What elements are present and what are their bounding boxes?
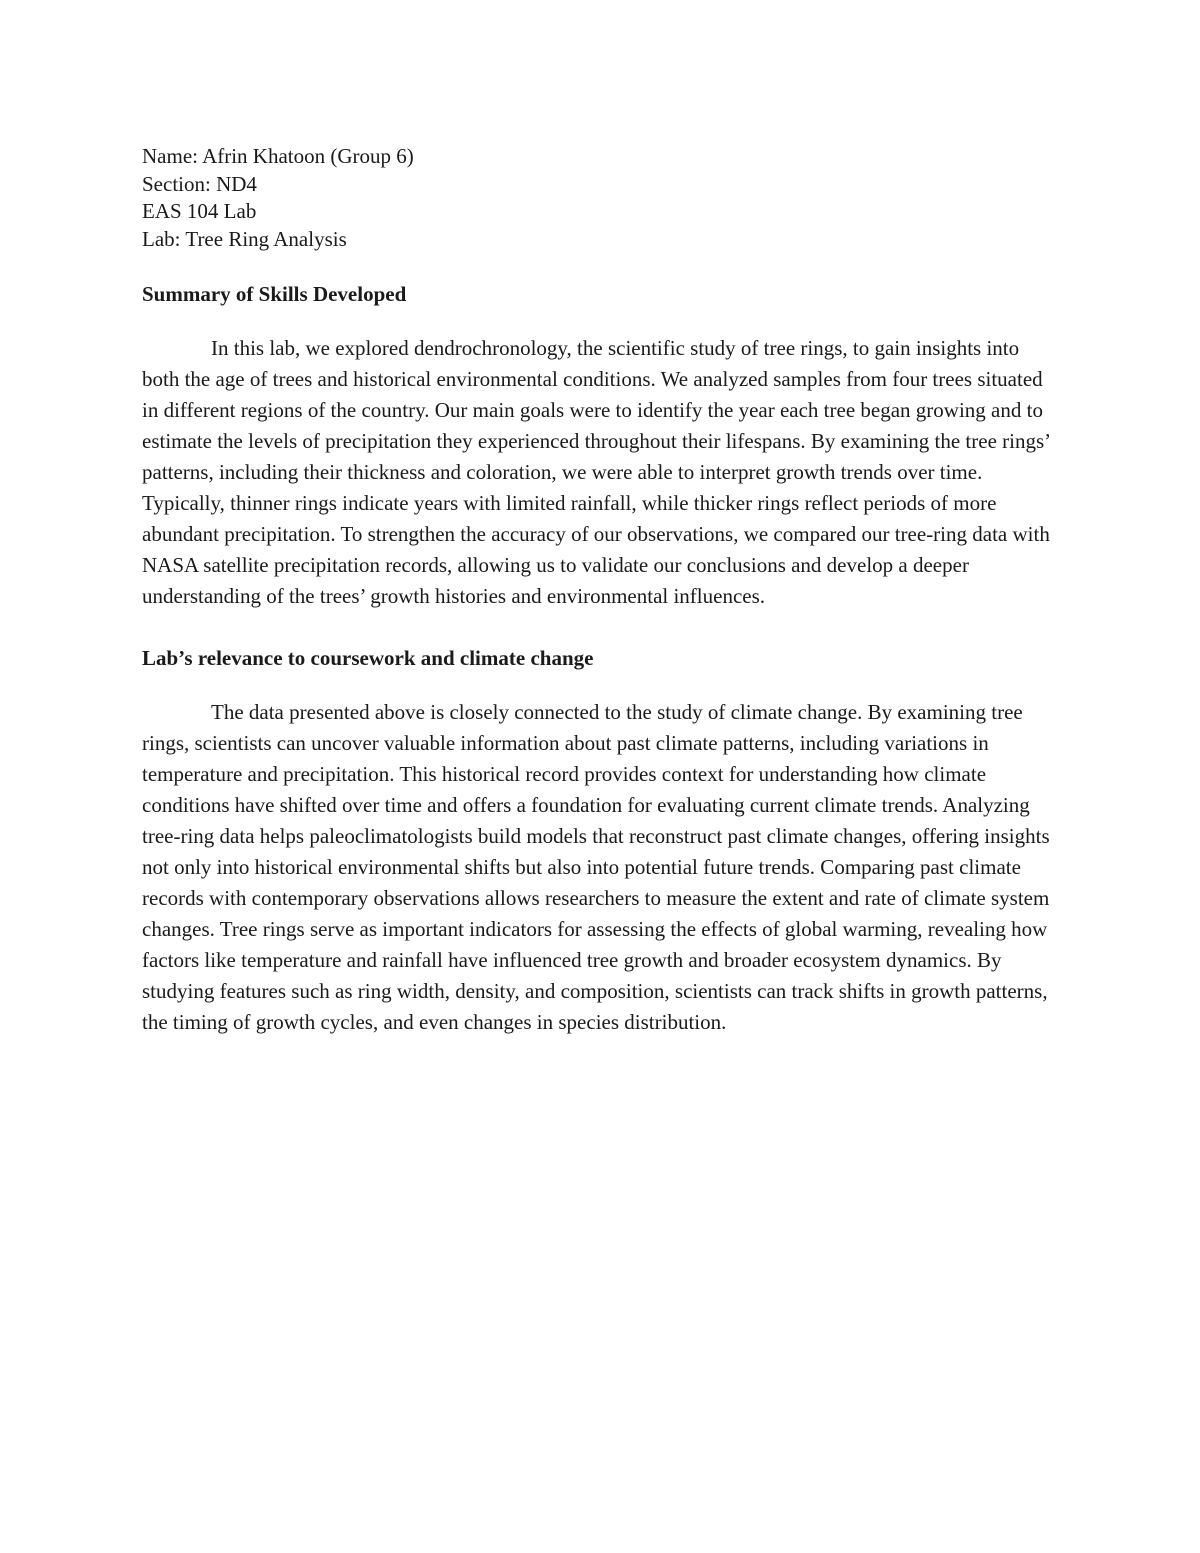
course-line: EAS 104 Lab bbox=[142, 199, 257, 223]
spacer bbox=[142, 310, 1060, 333]
spacer bbox=[142, 674, 1060, 697]
skills-heading: Summary of Skills Developed bbox=[142, 282, 407, 306]
section-line: Section: ND4 bbox=[142, 171, 257, 196]
relevance-heading: Lab’s relevance to coursework and climate change bbox=[142, 646, 594, 670]
relevance-paragraph: The data presented above is closely connected to the study of climate change. By examining tree rings, scientists can uncover valuable information about past climate patterns, including variations in temperature and precipitation. This historical record provides context for understanding how climate conditions have shifted over time and offers a foundation for evaluating current climate trends. Analyzing tree-ring data helps paleoclimatologists build models that reconstruct past climate changes, offering insights not only into historical environmental shifts but also into potential future trends. Comparing past climate records with contemporary observations allows researchers to measure the extent and rate of climate system changes. Tree rings serve as important indicators for assessing the effects of global warming, revealing how factors like temperature and rainfall have influenced tree growth and broader ecosystem dynamics. By studying features such as ring width, density, and composition, scientists can track shifts in growth patterns, the timing of growth cycles, and even changes in species distribution. bbox=[142, 700, 1050, 1034]
skills-paragraph: In this lab, we explored dendrochronology, the scientific study of tree rings, to gain insights into both the age of trees and historical environmental conditions. We analyzed samples from four trees situated in different regions of the country. Our main goals were to identify the year each tree began growing and to estimate the levels of precipitation they experienced throughout their lifespans. By examining the tree rings’ patterns, including their thickness and coloration, we were able to interpret growth trends over time. Typically, thinner rings indicate years with limited rainfall, while thicker rings reflect periods of more abundant precipitation. To strengthen the accuracy of our observations, we compared our tree-ring data with NASA satellite precipitation records, allowing us to validate our conclusions and develop a deeper understanding of the trees’ growth histories and environmental influences. bbox=[142, 336, 1050, 608]
spacer bbox=[142, 612, 1060, 643]
lab-title-line: Lab: Tree Ring Analysis bbox=[142, 226, 347, 251]
header-block bbox=[142, 143, 1060, 253]
student-name: Name: Afrin Khatoon (Group 6) bbox=[142, 144, 414, 168]
document-body bbox=[142, 143, 1060, 1038]
spacer bbox=[142, 253, 1060, 279]
